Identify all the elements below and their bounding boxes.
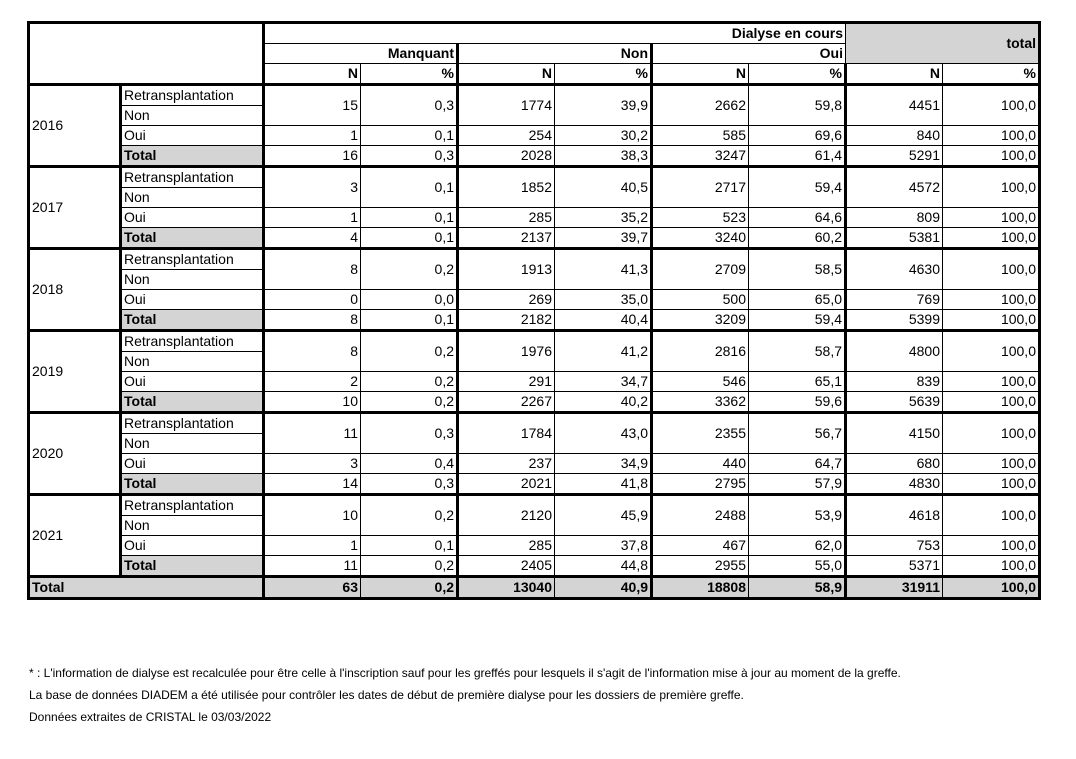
dialysis-table bbox=[27, 21, 1041, 600]
column-header: N bbox=[846, 64, 943, 85]
total-cell: 100,0 bbox=[943, 146, 1040, 167]
value-cell: 65,0 bbox=[749, 290, 846, 310]
footnotes bbox=[29, 662, 901, 728]
total-cell: 11 bbox=[264, 556, 361, 577]
total-cell: 100,0 bbox=[943, 392, 1040, 413]
total-cell: 0,3 bbox=[361, 146, 458, 167]
value-cell: 0,0 bbox=[361, 290, 458, 310]
value-cell: 2120 bbox=[458, 495, 555, 536]
total-cell: 59,4 bbox=[749, 310, 846, 331]
grand-total-cell: 0,2 bbox=[361, 577, 458, 599]
total-cell: 61,4 bbox=[749, 146, 846, 167]
total-cell: 2021 bbox=[458, 474, 555, 495]
row-label: Oui bbox=[121, 126, 264, 146]
total-cell: 5371 bbox=[846, 556, 943, 577]
table-row bbox=[29, 556, 1040, 577]
sub-header: Non bbox=[458, 44, 652, 64]
column-header: N bbox=[458, 64, 555, 85]
total-cell: 2182 bbox=[458, 310, 555, 331]
total-cell: 5381 bbox=[846, 228, 943, 249]
column-header: % bbox=[555, 64, 652, 85]
row-label: Oui bbox=[121, 454, 264, 474]
grand-total-cell: 31911 bbox=[846, 577, 943, 599]
value-cell: 523 bbox=[652, 208, 749, 228]
value-cell: 100,0 bbox=[943, 167, 1040, 208]
value-cell: 100,0 bbox=[943, 126, 1040, 146]
year-cell: 2017 bbox=[29, 167, 121, 249]
grand-total-cell: 18808 bbox=[652, 577, 749, 599]
value-cell: 45,9 bbox=[555, 495, 652, 536]
value-cell: 100,0 bbox=[943, 208, 1040, 228]
grand-total-row bbox=[29, 577, 1040, 599]
grand-total-cell: 40,9 bbox=[555, 577, 652, 599]
row-label-total: Total bbox=[121, 228, 264, 249]
value-cell: 40,5 bbox=[555, 167, 652, 208]
header-corner bbox=[29, 23, 264, 85]
table-row bbox=[29, 228, 1040, 249]
grand-total-cell: 13040 bbox=[458, 577, 555, 599]
grand-total-label: Total bbox=[29, 577, 264, 599]
table-row bbox=[29, 454, 1040, 474]
total-cell: 3240 bbox=[652, 228, 749, 249]
value-cell: 4451 bbox=[846, 85, 943, 126]
value-cell: 100,0 bbox=[943, 290, 1040, 310]
total-cell: 100,0 bbox=[943, 310, 1040, 331]
row-label: Retransplantation bbox=[121, 495, 264, 516]
table-row bbox=[29, 208, 1040, 228]
value-cell: 769 bbox=[846, 290, 943, 310]
value-cell: 10 bbox=[264, 495, 361, 536]
grand-total-cell: 100,0 bbox=[943, 577, 1040, 599]
total-cell: 100,0 bbox=[943, 474, 1040, 495]
footnote: * : L'information de dialyse est recalculée pour être celle à l'inscription sauf pour les greffés pour lesquels il s'agit de l'information mise à jour au moment de la greffe. bbox=[29, 666, 901, 680]
total-cell: 2137 bbox=[458, 228, 555, 249]
value-cell: 100,0 bbox=[943, 454, 1040, 474]
value-cell: 254 bbox=[458, 126, 555, 146]
value-cell: 100,0 bbox=[943, 85, 1040, 126]
total-cell: 0,3 bbox=[361, 474, 458, 495]
value-cell: 0,3 bbox=[361, 413, 458, 454]
value-cell: 291 bbox=[458, 372, 555, 392]
value-cell: 8 bbox=[264, 249, 361, 290]
value-cell: 2355 bbox=[652, 413, 749, 454]
value-cell: 753 bbox=[846, 536, 943, 556]
header-row-group bbox=[29, 23, 1040, 44]
value-cell: 809 bbox=[846, 208, 943, 228]
value-cell: 8 bbox=[264, 331, 361, 372]
row-label: Non bbox=[121, 434, 264, 454]
value-cell: 100,0 bbox=[943, 413, 1040, 454]
total-cell: 10 bbox=[264, 392, 361, 413]
total-cell: 38,3 bbox=[555, 146, 652, 167]
value-cell: 58,7 bbox=[749, 331, 846, 372]
column-header: N bbox=[264, 64, 361, 85]
table-body bbox=[29, 85, 1040, 599]
value-cell: 0 bbox=[264, 290, 361, 310]
row-label: Oui bbox=[121, 372, 264, 392]
table-row bbox=[29, 536, 1040, 556]
total-cell: 0,2 bbox=[361, 556, 458, 577]
row-label: Oui bbox=[121, 536, 264, 556]
value-cell: 100,0 bbox=[943, 536, 1040, 556]
row-label: Non bbox=[121, 106, 264, 126]
total-cell: 2405 bbox=[458, 556, 555, 577]
value-cell: 100,0 bbox=[943, 372, 1040, 392]
row-label: Oui bbox=[121, 290, 264, 310]
value-cell: 35,0 bbox=[555, 290, 652, 310]
year-cell: 2016 bbox=[29, 85, 121, 167]
row-label: Non bbox=[121, 270, 264, 290]
table-row bbox=[29, 372, 1040, 392]
value-cell: 64,7 bbox=[749, 454, 846, 474]
value-cell: 4630 bbox=[846, 249, 943, 290]
value-cell: 0,1 bbox=[361, 126, 458, 146]
value-cell: 65,1 bbox=[749, 372, 846, 392]
value-cell: 34,7 bbox=[555, 372, 652, 392]
value-cell: 467 bbox=[652, 536, 749, 556]
row-label: Oui bbox=[121, 208, 264, 228]
value-cell: 100,0 bbox=[943, 331, 1040, 372]
value-cell: 3 bbox=[264, 454, 361, 474]
value-cell: 1 bbox=[264, 536, 361, 556]
total-cell: 2267 bbox=[458, 392, 555, 413]
row-label-total: Total bbox=[121, 474, 264, 495]
table-row bbox=[29, 331, 1040, 352]
group-header: Dialyse en cours bbox=[264, 23, 846, 44]
row-label: Retransplantation bbox=[121, 331, 264, 352]
value-cell: 2488 bbox=[652, 495, 749, 536]
value-cell: 4150 bbox=[846, 413, 943, 454]
value-cell: 41,3 bbox=[555, 249, 652, 290]
value-cell: 64,6 bbox=[749, 208, 846, 228]
total-cell: 40,4 bbox=[555, 310, 652, 331]
row-label: Retransplantation bbox=[121, 413, 264, 434]
value-cell: 2816 bbox=[652, 331, 749, 372]
total-cell: 57,9 bbox=[749, 474, 846, 495]
footnote: Données extraites de CRISTAL le 03/03/2022 bbox=[29, 710, 272, 724]
table-row bbox=[29, 167, 1040, 188]
total-cell: 2795 bbox=[652, 474, 749, 495]
table-row bbox=[29, 126, 1040, 146]
total-header: total bbox=[846, 23, 1040, 64]
table-row bbox=[29, 495, 1040, 516]
row-label: Retransplantation bbox=[121, 167, 264, 188]
row-label: Retransplantation bbox=[121, 249, 264, 270]
row-label: Non bbox=[121, 352, 264, 372]
value-cell: 56,7 bbox=[749, 413, 846, 454]
total-cell: 0,2 bbox=[361, 392, 458, 413]
value-cell: 62,0 bbox=[749, 536, 846, 556]
value-cell: 237 bbox=[458, 454, 555, 474]
total-cell: 5291 bbox=[846, 146, 943, 167]
value-cell: 0,2 bbox=[361, 372, 458, 392]
table-row bbox=[29, 413, 1040, 434]
value-cell: 4800 bbox=[846, 331, 943, 372]
value-cell: 680 bbox=[846, 454, 943, 474]
value-cell: 34,9 bbox=[555, 454, 652, 474]
value-cell: 37,8 bbox=[555, 536, 652, 556]
row-label: Non bbox=[121, 516, 264, 536]
value-cell: 1913 bbox=[458, 249, 555, 290]
total-cell: 100,0 bbox=[943, 228, 1040, 249]
value-cell: 546 bbox=[652, 372, 749, 392]
value-cell: 59,4 bbox=[749, 167, 846, 208]
row-label-total: Total bbox=[121, 146, 264, 167]
total-cell: 100,0 bbox=[943, 556, 1040, 577]
value-cell: 2709 bbox=[652, 249, 749, 290]
value-cell: 4572 bbox=[846, 167, 943, 208]
total-cell: 3209 bbox=[652, 310, 749, 331]
value-cell: 0,3 bbox=[361, 85, 458, 126]
value-cell: 1976 bbox=[458, 331, 555, 372]
total-cell: 2955 bbox=[652, 556, 749, 577]
row-label: Non bbox=[121, 188, 264, 208]
value-cell: 0,1 bbox=[361, 536, 458, 556]
total-cell: 0,1 bbox=[361, 310, 458, 331]
value-cell: 0,1 bbox=[361, 167, 458, 208]
row-label-total: Total bbox=[121, 392, 264, 413]
value-cell: 1 bbox=[264, 208, 361, 228]
total-cell: 4 bbox=[264, 228, 361, 249]
value-cell: 100,0 bbox=[943, 249, 1040, 290]
row-label-total: Total bbox=[121, 556, 264, 577]
total-cell: 59,6 bbox=[749, 392, 846, 413]
value-cell: 1784 bbox=[458, 413, 555, 454]
sub-header: Manquant bbox=[264, 44, 458, 64]
value-cell: 0,1 bbox=[361, 208, 458, 228]
value-cell: 2 bbox=[264, 372, 361, 392]
value-cell: 53,9 bbox=[749, 495, 846, 536]
value-cell: 100,0 bbox=[943, 495, 1040, 536]
value-cell: 585 bbox=[652, 126, 749, 146]
value-cell: 11 bbox=[264, 413, 361, 454]
value-cell: 3 bbox=[264, 167, 361, 208]
column-header: % bbox=[361, 64, 458, 85]
value-cell: 440 bbox=[652, 454, 749, 474]
value-cell: 59,8 bbox=[749, 85, 846, 126]
value-cell: 839 bbox=[846, 372, 943, 392]
value-cell: 4618 bbox=[846, 495, 943, 536]
total-cell: 5399 bbox=[846, 310, 943, 331]
value-cell: 2717 bbox=[652, 167, 749, 208]
value-cell: 58,5 bbox=[749, 249, 846, 290]
total-cell: 39,7 bbox=[555, 228, 652, 249]
year-cell: 2021 bbox=[29, 495, 121, 577]
total-cell: 16 bbox=[264, 146, 361, 167]
column-header: % bbox=[943, 64, 1040, 85]
total-cell: 55,0 bbox=[749, 556, 846, 577]
value-cell: 0,4 bbox=[361, 454, 458, 474]
column-header: % bbox=[749, 64, 846, 85]
table-row bbox=[29, 310, 1040, 331]
total-cell: 41,8 bbox=[555, 474, 652, 495]
table-row bbox=[29, 290, 1040, 310]
year-cell: 2019 bbox=[29, 331, 121, 413]
table-row bbox=[29, 85, 1040, 106]
table-row bbox=[29, 146, 1040, 167]
total-cell: 14 bbox=[264, 474, 361, 495]
value-cell: 30,2 bbox=[555, 126, 652, 146]
value-cell: 0,2 bbox=[361, 249, 458, 290]
total-cell: 44,8 bbox=[555, 556, 652, 577]
year-cell: 2020 bbox=[29, 413, 121, 495]
value-cell: 269 bbox=[458, 290, 555, 310]
table-row bbox=[29, 392, 1040, 413]
value-cell: 0,2 bbox=[361, 331, 458, 372]
row-label: Retransplantation bbox=[121, 85, 264, 106]
total-cell: 5639 bbox=[846, 392, 943, 413]
year-cell: 2018 bbox=[29, 249, 121, 331]
value-cell: 500 bbox=[652, 290, 749, 310]
value-cell: 35,2 bbox=[555, 208, 652, 228]
value-cell: 39,9 bbox=[555, 85, 652, 126]
table-row bbox=[29, 249, 1040, 270]
total-cell: 2028 bbox=[458, 146, 555, 167]
value-cell: 1852 bbox=[458, 167, 555, 208]
column-header: N bbox=[652, 64, 749, 85]
value-cell: 1 bbox=[264, 126, 361, 146]
footnote: La base de données DIADEM a été utilisée pour contrôler les dates de début de première dialyse pour les dossiers de première greffe. bbox=[29, 688, 744, 702]
value-cell: 1774 bbox=[458, 85, 555, 126]
value-cell: 69,6 bbox=[749, 126, 846, 146]
total-cell: 8 bbox=[264, 310, 361, 331]
total-cell: 3247 bbox=[652, 146, 749, 167]
value-cell: 0,2 bbox=[361, 495, 458, 536]
value-cell: 41,2 bbox=[555, 331, 652, 372]
total-cell: 40,2 bbox=[555, 392, 652, 413]
sub-header: Oui bbox=[652, 44, 846, 64]
total-cell: 4830 bbox=[846, 474, 943, 495]
grand-total-cell: 63 bbox=[264, 577, 361, 599]
table-row bbox=[29, 474, 1040, 495]
value-cell: 2662 bbox=[652, 85, 749, 126]
total-cell: 0,1 bbox=[361, 228, 458, 249]
value-cell: 840 bbox=[846, 126, 943, 146]
value-cell: 285 bbox=[458, 536, 555, 556]
value-cell: 15 bbox=[264, 85, 361, 126]
value-cell: 285 bbox=[458, 208, 555, 228]
value-cell: 43,0 bbox=[555, 413, 652, 454]
total-cell: 3362 bbox=[652, 392, 749, 413]
total-cell: 60,2 bbox=[749, 228, 846, 249]
row-label-total: Total bbox=[121, 310, 264, 331]
grand-total-cell: 58,9 bbox=[749, 577, 846, 599]
